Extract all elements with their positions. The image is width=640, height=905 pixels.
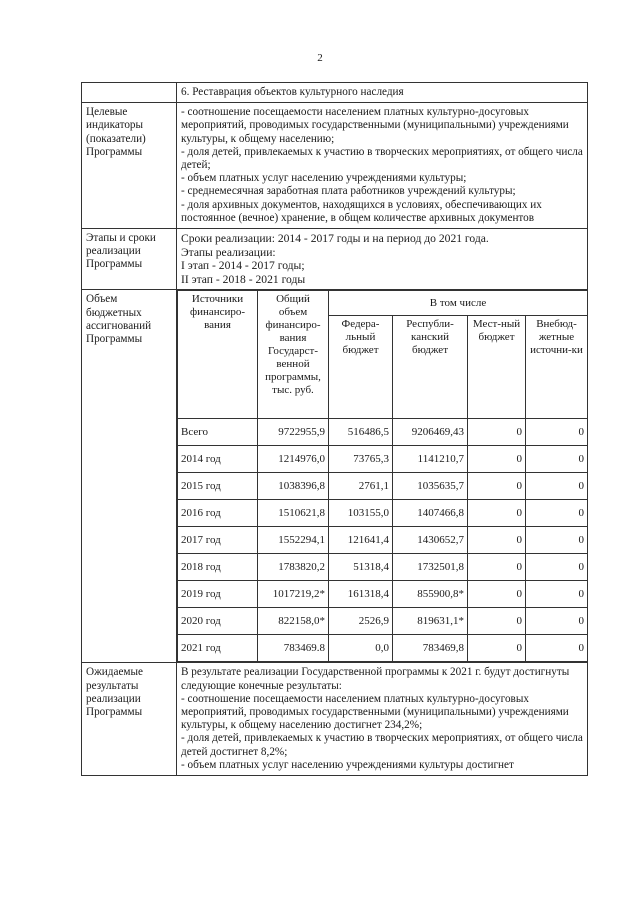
budget-cell	[177, 290, 588, 663]
local-value: 0	[468, 581, 526, 608]
financing-table	[177, 290, 588, 662]
republic-value: 9206469,43	[393, 419, 468, 446]
results-label: Ожидаемые результаты реализации Программы	[82, 663, 177, 776]
republic-value: 855900,8*	[393, 581, 468, 608]
result-item: - соотношение посещаемости населением платных культурно-досуговых мероприятий, проводимых государственными (муниципальными) учреждениями культуры, к общему населению достигнет 234,2%;	[181, 692, 569, 732]
table-row	[178, 446, 588, 473]
row-results	[82, 663, 588, 776]
results-list	[177, 663, 588, 776]
header-federal: Федера-льный бюджет	[329, 316, 393, 419]
indicator-item: - доля архивных документов, находящихся в условиях, обеспечивающих их постоянное (вечное) хранение, в общем количестве архивных документов	[181, 198, 542, 224]
republic-value: 1732501,8	[393, 554, 468, 581]
subprogram-text: 6. Реставрация объектов культурного наследия	[177, 83, 588, 103]
local-value: 0	[468, 473, 526, 500]
row-label: 2019 год	[178, 581, 258, 608]
indicators-list	[177, 103, 588, 229]
republic-value: 1407466,8	[393, 500, 468, 527]
row-label: 2020 год	[178, 608, 258, 635]
offbudget-value: 0	[526, 500, 588, 527]
local-value: 0	[468, 419, 526, 446]
result-item: - доля детей, привлекаемых к участию в творческих мероприятиях, от общего числа детей достигнет 8,2%;	[181, 732, 583, 758]
header-including: В том числе	[329, 291, 588, 316]
budget-label: Объем бюджетных ассигнований Программы	[82, 290, 177, 663]
total-value: 783469.8	[258, 635, 329, 662]
offbudget-value: 0	[526, 581, 588, 608]
total-value: 1017219,2*	[258, 581, 329, 608]
offbudget-value: 0	[526, 446, 588, 473]
total-value: 1510621,8	[258, 500, 329, 527]
federal-value: 516486,5	[329, 419, 393, 446]
total-value: 1552294,1	[258, 527, 329, 554]
row-label: 2015 год	[178, 473, 258, 500]
republic-value: 1141210,7	[393, 446, 468, 473]
header-offbudget: Внебюд-жетные источни-ки	[526, 316, 588, 419]
republic-value: 819631,1*	[393, 608, 468, 635]
federal-value: 103155,0	[329, 500, 393, 527]
table-row	[178, 635, 588, 662]
result-item: - объем платных услуг населению учреждениями культуры достигнет	[181, 758, 514, 771]
federal-value: 161318,4	[329, 581, 393, 608]
indicator-item: - объем платных услуг населению учреждениями культуры;	[181, 172, 467, 185]
federal-value: 121641,4	[329, 527, 393, 554]
total-value: 1038396,8	[258, 473, 329, 500]
total-value: 1783820,2	[258, 554, 329, 581]
republic-value: 783469,8	[393, 635, 468, 662]
offbudget-value: 0	[526, 473, 588, 500]
header-republic: Республи-канский бюджет	[393, 316, 468, 419]
federal-value: 2761,1	[329, 473, 393, 500]
total-value: 1214976,0	[258, 446, 329, 473]
header-local: Мест-ный бюджет	[468, 316, 526, 419]
federal-value: 51318,4	[329, 554, 393, 581]
result-item: В результате реализации Государственной программы к 2021 г. будут достигнуты следующие конечные результаты:	[181, 666, 570, 692]
local-value: 0	[468, 608, 526, 635]
indicator-item: - среднемесячная заработная плата работников учреждений культуры;	[181, 185, 516, 198]
header-total: Общий объем финансиро-вания Государст-венной программы, тыс. руб.	[258, 291, 329, 419]
total-value: 9722955,9	[258, 419, 329, 446]
row-indicators	[82, 103, 588, 229]
republic-value: 1430652,7	[393, 527, 468, 554]
page-number: 2	[317, 52, 323, 64]
federal-value: 0,0	[329, 635, 393, 662]
empty-label-cell	[82, 83, 177, 103]
local-value: 0	[468, 554, 526, 581]
table-row	[178, 419, 588, 446]
table-row	[178, 608, 588, 635]
header-sources: Источники финансиро-вания	[178, 291, 258, 419]
row-subprogram	[82, 83, 588, 103]
row-label: 2018 год	[178, 554, 258, 581]
offbudget-value: 0	[526, 419, 588, 446]
table-row	[178, 473, 588, 500]
stages-text: Сроки реализации: 2014 - 2017 годы и на период до 2021 года. Этапы реализации: I этап - 2014 - 2017 годы; II этап - 2018 - 2021 годы	[177, 229, 588, 290]
federal-value: 2526,9	[329, 608, 393, 635]
indicator-item: - доля детей, привлекаемых к участию в творческих мероприятиях, от общего числа детей;	[181, 145, 583, 172]
local-value: 0	[468, 635, 526, 662]
row-label: Всего	[178, 419, 258, 446]
table-row	[178, 581, 588, 608]
indicator-item: - соотношение посещаемости населением платных культурно-досуговых мероприятий, проводимых государственными (муниципальными) учреждениями культуры, к общему населению;	[181, 106, 569, 145]
row-label: 2016 год	[178, 500, 258, 527]
row-label: 2017 год	[178, 527, 258, 554]
local-value: 0	[468, 500, 526, 527]
table-row	[178, 500, 588, 527]
program-passport-table	[81, 82, 588, 776]
table-row	[178, 527, 588, 554]
local-value: 0	[468, 527, 526, 554]
federal-value: 73765,3	[329, 446, 393, 473]
total-value: 822158,0*	[258, 608, 329, 635]
row-stages	[82, 229, 588, 290]
row-label: 2021 год	[178, 635, 258, 662]
offbudget-value: 0	[526, 527, 588, 554]
republic-value: 1035635,7	[393, 473, 468, 500]
local-value: 0	[468, 446, 526, 473]
offbudget-value: 0	[526, 554, 588, 581]
offbudget-value: 0	[526, 635, 588, 662]
indicators-label: Целевые индикаторы (показатели) Программы	[82, 103, 177, 229]
row-label: 2014 год	[178, 446, 258, 473]
row-budget	[82, 290, 588, 663]
stages-label: Этапы и сроки реализации Программы	[82, 229, 177, 290]
table-row	[178, 554, 588, 581]
offbudget-value: 0	[526, 608, 588, 635]
